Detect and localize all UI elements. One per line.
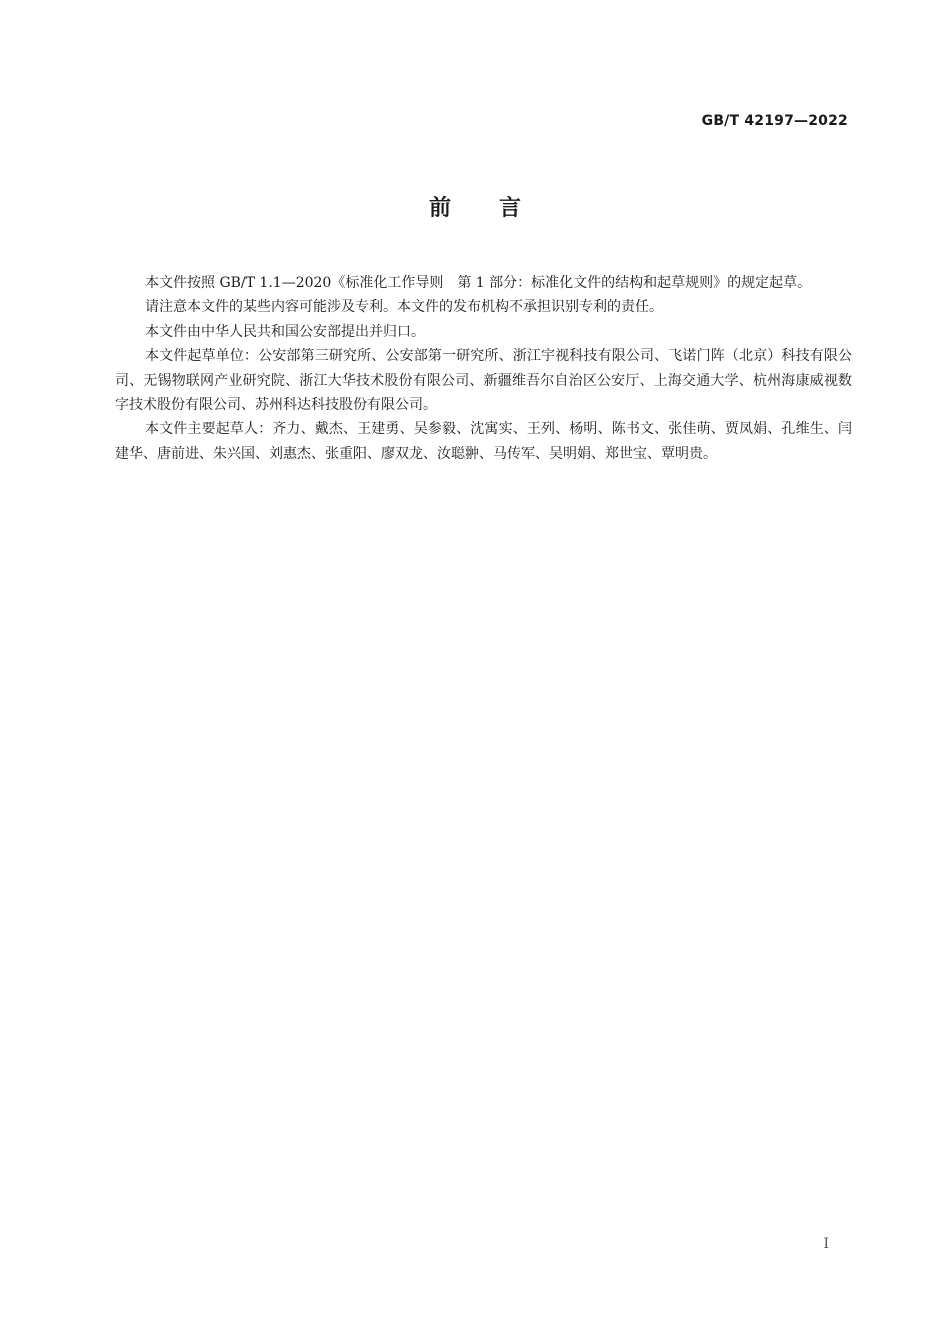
paragraph-main-drafters: 本文件主要起草人：齐力、戴杰、王建勇、吴参毅、沈寓实、王列、杨明、陈书文、张佳萌、贾凤娟、孔维生、闫建华、唐前进、朱兴国、刘惠杰、张重阳、廖双龙、汝聪翀、马传军、吴明娟、郑世宝、覃明贵。 [115,421,852,462]
foreword-body [115,271,852,466]
paragraph-drafting-units: 本文件起草单位：公安部第三研究所、公安部第一研究所、浙江宇视科技有限公司、飞诺门阵（北京）科技有限公司、无锡物联网产业研究院、浙江大华技术股份有限公司、新疆维吾尔自治区公安厅、上海交通大学、杭州海康威视数字技术股份有限公司、苏州科达科技股份有限公司。 [115,348,852,414]
paragraph-drafting-rules: 本文件按照 GB/T 1.1—2020《标准化工作导则 第 1 部分：标准化文件的结构和起草规则》的规定起草。 [145,275,812,291]
paragraph-patent-notice: 请注意本文件的某些内容可能涉及专利。本文件的发布机构不承担识别专利的责任。 [145,299,663,316]
page-title: 前言 [428,196,569,221]
page-number: I [823,1236,829,1252]
paragraph-proposer: 本文件由中华人民共和国公安部提出并归口。 [145,323,425,340]
standard-number: GB/T 42197—2022 [701,113,848,129]
